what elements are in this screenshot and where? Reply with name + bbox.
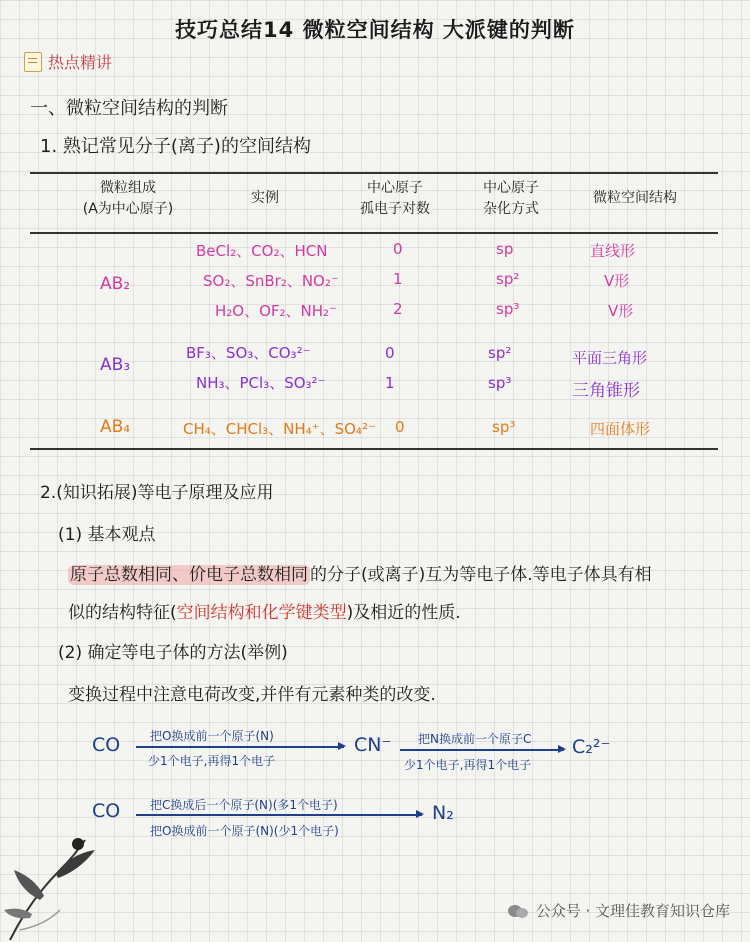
- row3-shape: V形: [608, 302, 634, 320]
- page-title: 技巧总结14 微粒空间结构 大派键的判断: [175, 18, 575, 42]
- point1-text-b: 似的结构特征(: [68, 603, 177, 623]
- eq2-left: CO: [92, 800, 121, 822]
- group-ab3: AB₃: [100, 355, 131, 375]
- eq2-above: 把C换成后一个原子(N)(多1个电子): [150, 798, 338, 812]
- point1-text-a: 的分子(或离子)互为等电子体.等电子体具有相: [310, 565, 652, 585]
- th-composition: 微粒组成 (A为中心原子): [82, 180, 174, 217]
- eq2-below: 把O换成前一个原子(N)(少1个电子): [150, 824, 339, 838]
- table-header-rule: [30, 232, 718, 234]
- watermark-text: 公众号 · 文理佳教育知识仓库: [535, 902, 730, 920]
- point1-heading: (1) 基本观点: [58, 525, 156, 545]
- row1-hybrid: sp: [496, 240, 514, 258]
- point1-paragraph-line2: [68, 598, 461, 623]
- table-top-rule: [30, 172, 718, 174]
- wechat-icon: [508, 903, 530, 919]
- notebook-icon: [24, 52, 42, 72]
- eq1-above2: 把N换成前一个原子C: [418, 732, 532, 746]
- eq1-below2: 少1个电子,再得1个电子: [404, 758, 532, 772]
- hot-topic-tag: [24, 50, 112, 73]
- row4-hybrid: sp²: [488, 344, 512, 362]
- row2-lone-pairs: 1: [393, 270, 403, 288]
- row6-hybrid: sp³: [492, 418, 516, 436]
- group-ab4: AB₄: [100, 417, 131, 437]
- point2-heading: (2) 确定等电子体的方法(举例): [58, 643, 288, 663]
- eq1-right: C₂²⁻: [572, 736, 611, 758]
- eq1-above1: 把O换成前一个原子(N): [150, 729, 274, 743]
- point1-paragraph-line1: [68, 560, 652, 585]
- eq1-below1: 少1个电子,再得1个电子: [148, 754, 276, 768]
- table-bottom-rule: [30, 448, 718, 450]
- row2-hybrid: sp²: [496, 270, 520, 288]
- row3-examples: H₂O、OF₂、NH₂⁻: [215, 302, 337, 320]
- point2-text: 变换过程中注意电荷改变,并伴有元素种类的改变.: [68, 685, 436, 705]
- eq1-arrow1: [136, 746, 344, 748]
- ink-plant-decoration: [0, 830, 120, 942]
- row4-examples: BF₃、SO₃、CO₃²⁻: [186, 344, 311, 362]
- th-lone-pairs: 中心原子 孤电子对数: [360, 180, 430, 217]
- row6-examples: CH₄、CHCl₃、NH₄⁺、SO₄²⁻: [183, 420, 376, 438]
- row5-lone-pairs: 1: [385, 374, 395, 392]
- row4-shape: 平面三角形: [572, 349, 648, 367]
- row4-lone-pairs: 0: [385, 344, 395, 362]
- row6-lone-pairs: 0: [395, 418, 405, 436]
- eq2-right: N₂: [432, 802, 454, 824]
- point1-highlight: 原子总数相同、价电子总数相同: [70, 565, 308, 585]
- section1-heading: 一、微粒空间结构的判断: [30, 98, 228, 119]
- row3-lone-pairs: 2: [393, 300, 403, 318]
- row2-examples: SO₂、SnBr₂、NO₂⁻: [203, 272, 339, 290]
- point1-text-c: )及相近的性质.: [346, 603, 461, 623]
- point1-red-text: 空间结构和化学键类型: [176, 603, 347, 623]
- row5-shape: 三角锥形: [572, 381, 640, 401]
- row6-shape: 四面体形: [590, 420, 651, 438]
- th-examples: 实例: [251, 190, 279, 206]
- row3-hybrid: sp³: [496, 300, 520, 318]
- eq1-arrow2: [400, 749, 564, 751]
- row1-lone-pairs: 0: [393, 240, 403, 258]
- row2-shape: V形: [604, 272, 630, 290]
- subsection1-heading: 1. 熟记常见分子(离子)的空间结构: [40, 136, 311, 157]
- eq1-left: CO: [92, 734, 121, 756]
- th-shape: 微粒空间结构: [593, 190, 677, 206]
- eq1-mid: CN⁻: [354, 734, 392, 756]
- row1-shape: 直线形: [590, 242, 636, 260]
- group-ab2: AB₂: [100, 274, 131, 294]
- watermark: [508, 900, 730, 921]
- th-hybridization: 中心原子 杂化方式: [483, 180, 539, 217]
- eq2-arrow: [136, 814, 422, 816]
- hot-topic-label: 热点精讲: [48, 53, 113, 72]
- row5-examples: NH₃、PCl₃、SO₃²⁻: [196, 374, 326, 392]
- row1-examples: BeCl₂、CO₂、HCN: [196, 242, 328, 260]
- subsection2-heading: 2.(知识拓展)等电子原理及应用: [40, 483, 274, 503]
- row5-hybrid: sp³: [488, 374, 512, 392]
